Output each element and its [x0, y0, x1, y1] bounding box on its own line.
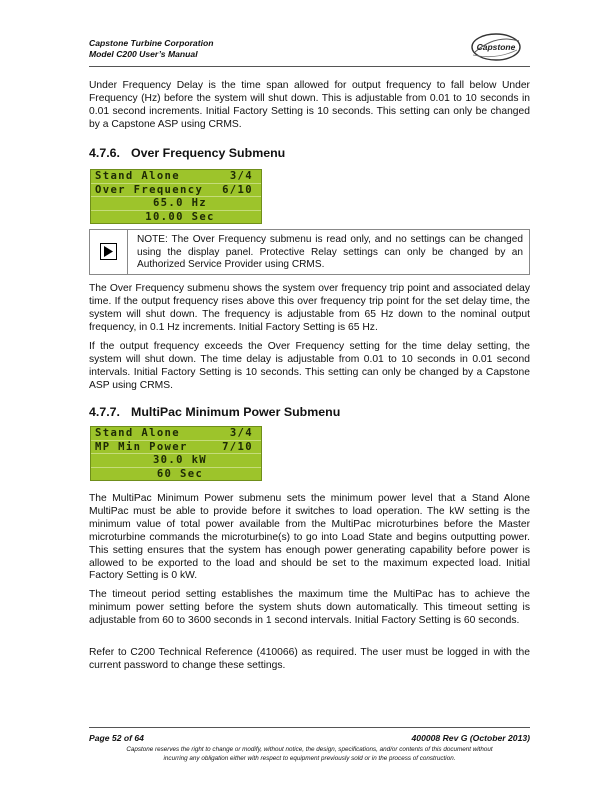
lcd-line-1	[91, 170, 261, 184]
section-number: 4.7.7.	[89, 405, 121, 419]
document-revision: 400008 Rev G (October 2013)	[411, 733, 530, 743]
company-name: Capstone Turbine Corporation	[89, 38, 214, 48]
manual-title: Model C200 User’s Manual	[89, 48, 198, 59]
mp-min-power-paragraph-1: The MultiPac Minimum Power submenu sets the minimum power level that a Stand Alone MultiPac must be able to provide before it switches to load operation. The kW setting is the minimum value of total power available from the MultiPac microturbines before the Master microturbine commands the microturbine(s) to go into Load State and begins outputting power. This setting ensures that the system has enough power generating capability before power is allowed to be exported to the load and should be set to the maximum expected load. Initial Factory Setting is 0 kW.	[89, 493, 530, 582]
note-box	[89, 229, 530, 275]
lcd-submenu-indicator: 6/10	[222, 183, 253, 196]
lcd-value: 65.0 Hz	[152, 197, 208, 210]
note-icon-cell	[90, 230, 128, 274]
lcd-menu-label: Over Frequency	[95, 183, 204, 196]
lcd-line-1	[91, 427, 261, 441]
lcd-value: 30.0 kW	[152, 454, 208, 467]
section-title: Over Frequency Submenu	[131, 146, 286, 160]
intro-paragraph: Under Frequency Delay is the time span allowed for output frequency to fall below Under Frequency (Hz) before the system will shut down. This is adjustable from 0.01 to 10 seconds in 0.01 second increments. Initial Factory Setting is 10 seconds. This setting can only be changed by a Capstone ASP using CRMS.	[89, 80, 530, 130]
header-rule	[89, 66, 530, 67]
disclaimer-line-1: Capstone reserves the right to change or modify, without notice, the design, specifications, and/or contents of this document without	[126, 746, 493, 753]
page-header	[89, 38, 213, 59]
lcd-mode-label: Stand Alone	[95, 170, 181, 182]
arrow-right-icon	[100, 243, 117, 260]
section-heading-476	[89, 146, 285, 160]
over-frequency-paragraph-1: The Over Frequency submenu shows the system over frequency trip point and associated delay time. If the output frequency rises above this over frequency trip point for the set delay time, the system will shut down. The frequency is adjustable from 65 Hz down to the nominal output frequency, in 0.1 Hz increments. Initial Factory Setting is 65 Hz.	[89, 283, 530, 333]
lcd-line-4	[91, 468, 261, 481]
lcd-delay: 10.00 Sec	[145, 210, 215, 223]
lcd-line-4	[91, 211, 261, 224]
lcd-line-2	[91, 184, 261, 198]
capstone-logo	[467, 30, 525, 64]
footer-rule	[89, 727, 530, 728]
lcd-line-3	[91, 197, 261, 211]
section-number: 4.7.6.	[89, 146, 121, 160]
note-text: NOTE: The Over Frequency submenu is read only, and no settings can be changed using the display panel. Protective Relay settings can only be changed by an Authorized Service Provider using CRMS.	[137, 234, 523, 271]
over-frequency-paragraph-2: If the output frequency exceeds the Over Frequency setting for the time delay setting, the system will shut down. The time delay is adjustable from 0.01 to 10 seconds in 0.01 second intervals. Initial Factory Setting is 10 seconds. This setting can only be changed by a Capstone ASP using CRMS.	[89, 341, 530, 391]
lcd-line-2	[91, 441, 261, 455]
lcd-timeout: 60 Sec	[156, 467, 204, 480]
lcd-page-indicator: 3/4	[229, 427, 253, 439]
lcd-submenu-indicator: 7/10	[222, 440, 253, 453]
lcd-page-indicator: 3/4	[229, 170, 253, 182]
footer-disclaimer	[89, 746, 530, 763]
mp-min-power-paragraph-3: Refer to C200 Technical Reference (410066) as required. The user must be logged in with the current password to change these settings.	[89, 647, 530, 671]
section-heading-477	[89, 405, 340, 419]
lcd-display-mp-min-power	[90, 426, 262, 481]
lcd-menu-label: MP Min Power	[95, 440, 188, 453]
mp-min-power-paragraph-2: The timeout period setting establishes the maximum time the MultiPac has to achieve the minimum power setting before the system shuts down automatically. This timeout setting is adjustable from 60 to 3600 seconds in 1 second intervals. Initial Factory Setting is 60 seconds.	[89, 589, 530, 626]
lcd-line-3	[91, 454, 261, 468]
lcd-display-over-frequency	[90, 169, 262, 224]
lcd-mode-label: Stand Alone	[95, 427, 181, 439]
disclaimer-line-2: incurring any obligation either with respect to equipment previously sold or in the process of construction.	[163, 754, 456, 762]
section-title: MultiPac Minimum Power Submenu	[131, 405, 341, 419]
page-number: Page 52 of 64	[89, 733, 144, 743]
logo-wordmark: Capstone	[476, 42, 516, 52]
